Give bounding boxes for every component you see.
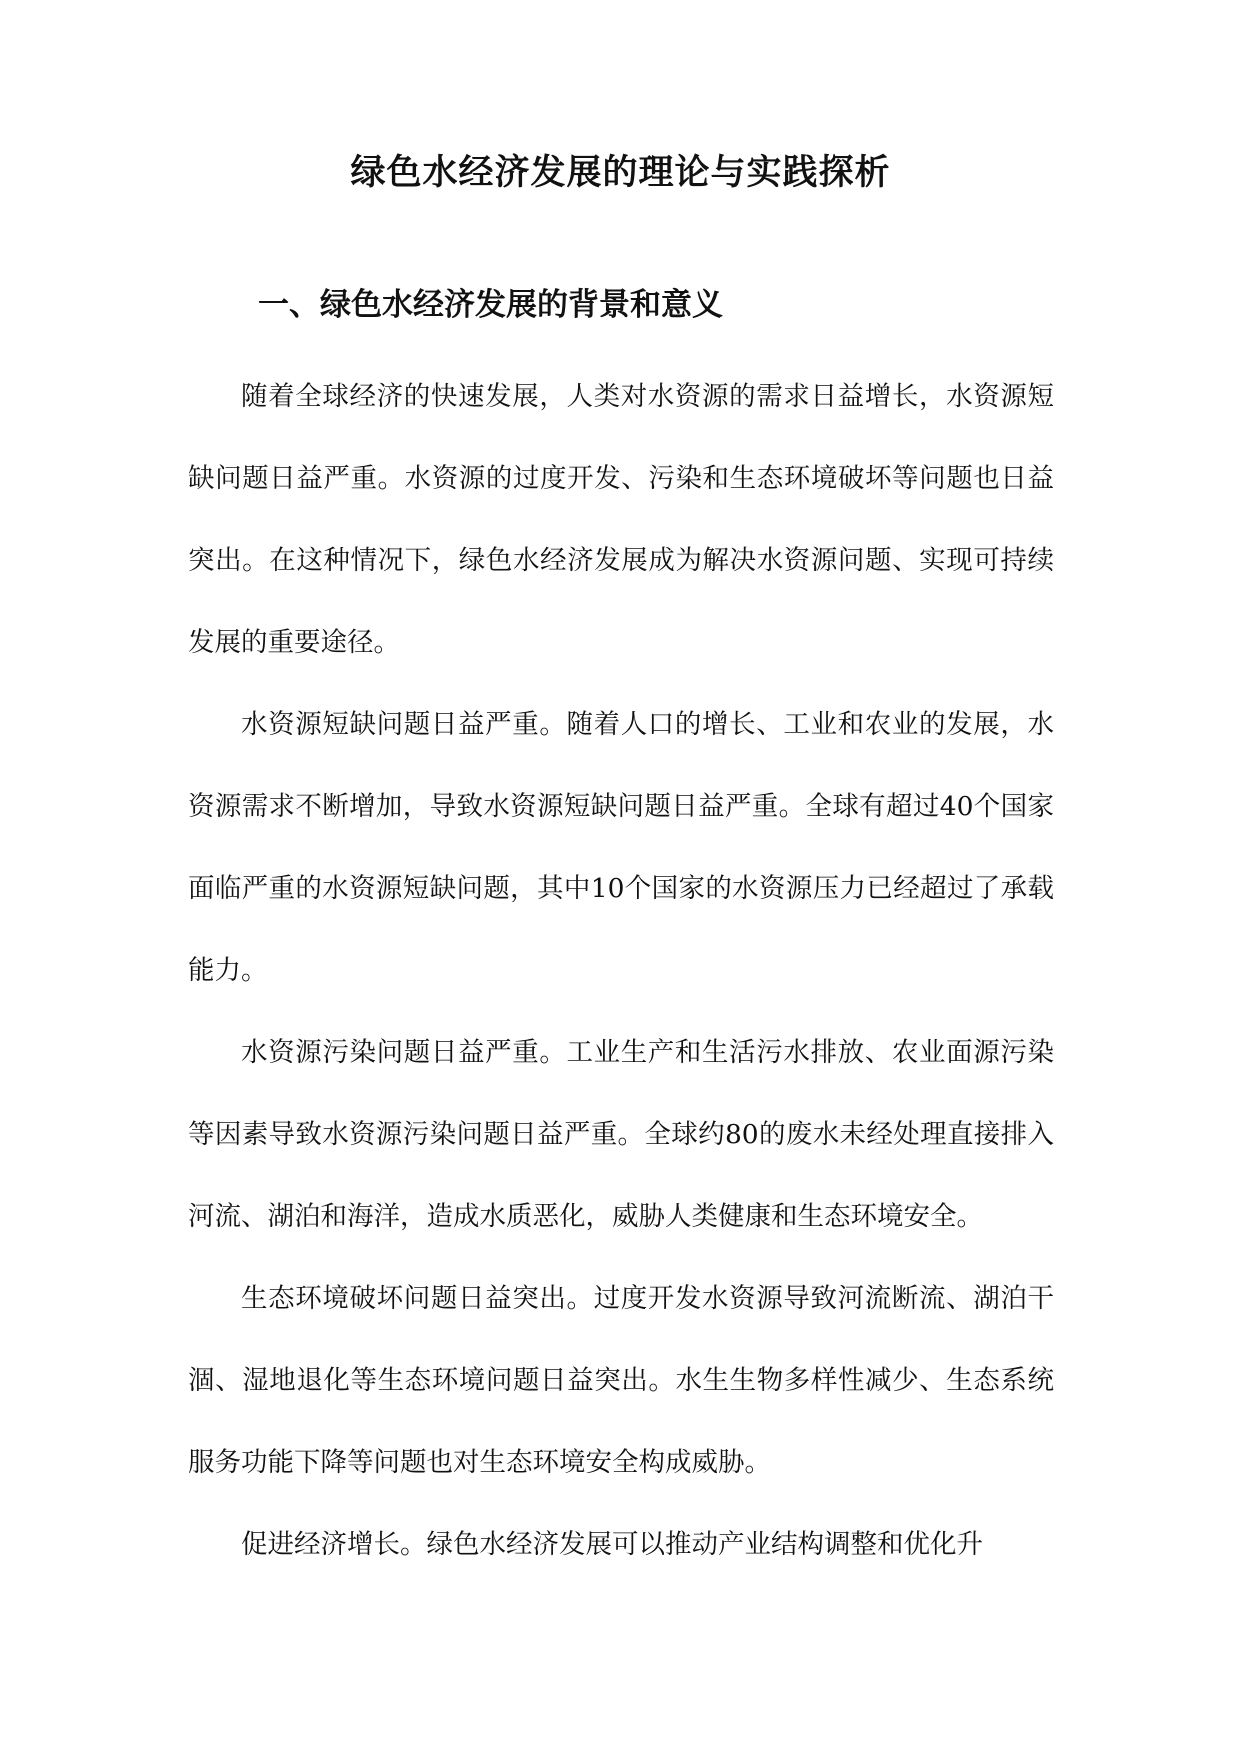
- paragraph: 生态环境破坏问题日益突出。过度开发水资源导致河流断流、湖泊干涸、湿地退化等生态环境问题日益突出。水生生物多样性减少、生态系统服务功能下降等问题也对生态环境安全构成威胁。: [188, 1283, 1054, 1478]
- document-title: 绿色水经济发展的理论与实践探析: [350, 152, 891, 193]
- section-heading: 一、绿色水经济发展的背景和意义: [258, 287, 723, 323]
- paragraph: 随着全球经济的快速发展，人类对水资源的需求日益增长，水资源短缺问题日益严重。水资源的过度开发、污染和生态环境破坏等问题也日益突出。在这种情况下，绿色水经济发展成为解决水资源问题、实现可持续发展的重要途径。: [188, 381, 1054, 658]
- paragraph: 促进经济增长。绿色水经济发展可以推动产业结构调整和优化升: [241, 1529, 983, 1560]
- paragraph: 水资源短缺问题日益严重。随着人口的增长、工业和农业的发展，水资源需求不断增加，导致水资源短缺问题日益严重。全球有超过40个国家面临严重的水资源短缺问题，其中10个国家的水资源压力已经超过了承载能力。: [188, 709, 1054, 986]
- paragraph: 水资源污染问题日益严重。工业生产和生活污水排放、农业面源污染等因素导致水资源污染问题日益严重。全球约80的废水未经处理直接排入河流、湖泊和海洋，造成水质恶化，威胁人类健康和生态环境安全。: [188, 1037, 1054, 1232]
- document-body: [188, 356, 1054, 1586]
